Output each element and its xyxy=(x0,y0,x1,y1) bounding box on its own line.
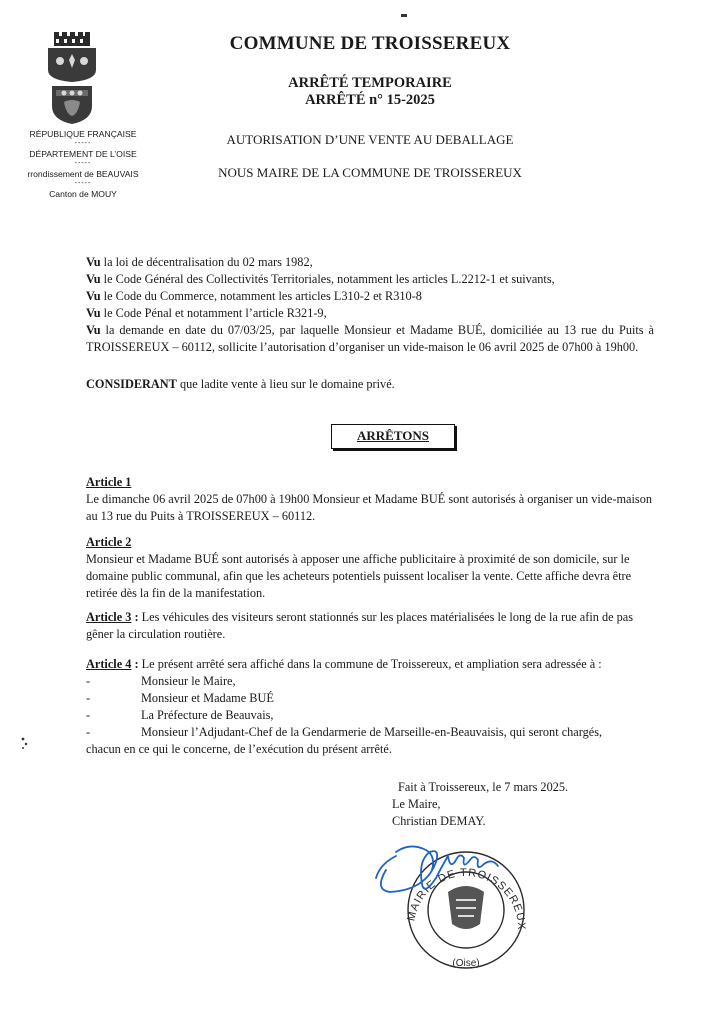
recipient-item xyxy=(86,724,654,741)
recipient-text: Monsieur le Maire, xyxy=(141,674,236,688)
arrete-number: ARRÊTÉ n° 15-2025 xyxy=(305,92,435,108)
vu-text: le Code du Commerce, notamment les articles L310-2 et R310-8 xyxy=(100,289,422,303)
list-dash: - xyxy=(86,725,91,739)
canton-label: Canton de MOUY xyxy=(49,189,117,199)
vu-keyword: Vu xyxy=(86,289,101,303)
vu-clause xyxy=(86,305,654,322)
recipient-item xyxy=(86,707,654,724)
vu-keyword: Vu xyxy=(86,306,101,320)
vu-keyword: Vu xyxy=(86,323,101,337)
signatory-role: Le Maire, xyxy=(392,797,441,811)
vu-clause xyxy=(86,271,654,288)
recipient-text: Monsieur l’Adjudant-Chef de la Gendarmerie de Marseille-en-Beauvaisis, qui seront chargés, xyxy=(141,725,603,739)
coat-of-arms-icon xyxy=(42,30,102,126)
arrete-object: AUTORISATION D’UNE VENTE AU DEBALLAGE xyxy=(226,132,514,147)
republic-label: RÉPUBLIQUE FRANÇAISE xyxy=(29,129,137,139)
considerant-keyword: CONSIDERANT xyxy=(86,377,177,391)
article-separator: : xyxy=(131,610,142,624)
place-date: Fait à Troissereux, le 7 mars 2025. xyxy=(398,780,569,794)
vu-text: le Code Général des Collectivités Territoriales, notamment les articles L.2212-1 et suivants, xyxy=(100,272,555,286)
vu-clause xyxy=(86,288,654,305)
article-1 xyxy=(86,474,654,525)
article-text: Monsieur et Madame BUÉ sont autorisés à apposer une affiche publicitaire à proximité de son domicile, sur le domaine public communal, afin que les acheteurs potentiels puissent localiser la vente. Cette affiche devra être retirée dès la fin de la manifestation. xyxy=(86,552,632,600)
recipient-text: Monsieur et Madame BUÉ xyxy=(141,691,274,705)
vu-keyword: Vu xyxy=(86,255,101,269)
article-separator: : xyxy=(131,657,142,671)
separator: ----- xyxy=(74,180,92,187)
seal-stamp-icon xyxy=(366,830,546,970)
vu-text: la demande en date du 07/03/25, par laquelle Monsieur et Madame BUÉ, domiciliée au 13 rue du Puits à TROISSEREUX – 60112, sollicite l’autorisation d’organiser un vide-maison le 06 avril 2025 de 07h00 à 19h00. xyxy=(86,323,654,354)
vu-text: la loi de décentralisation du 02 mars 1982, xyxy=(100,255,313,269)
administrative-header xyxy=(14,128,152,200)
article-4 xyxy=(86,656,654,758)
separator: ----- xyxy=(74,160,92,167)
recipient-text: La Préfecture de Beauvais, xyxy=(141,708,274,722)
vu-text: le Code Pénal et notamment l’article R321-9, xyxy=(100,306,327,320)
department-label: DÉPARTEMENT DE L’OISE xyxy=(29,149,137,159)
page-title: COMMUNE DE TROISSEREUX xyxy=(229,33,511,54)
arrondissement-label: rrondissement de BEAUVAIS xyxy=(27,169,139,179)
vu-keyword: Vu xyxy=(86,272,101,286)
vu-clauses xyxy=(86,254,654,356)
vu-clause xyxy=(86,322,654,356)
recipient-item xyxy=(86,673,654,690)
article-text: Le dimanche 06 avril 2025 de 07h00 à 19h00 Monsieur et Madame BUÉ sont autorisés à organiser un vide-maison au 13 rue du Puits à TROISSEREUX – 60112. xyxy=(86,492,652,523)
arretons-heading: ARRÊTONS xyxy=(356,428,429,443)
list-dash: - xyxy=(86,674,91,688)
article-2 xyxy=(86,534,654,602)
article-3 xyxy=(86,609,654,643)
article-closing: chacun en ce qui le concerne, de l’exécution du présent arrêté. xyxy=(86,742,392,756)
recipient-item xyxy=(86,690,654,707)
signature-block xyxy=(392,779,612,830)
article-title: Article 4 xyxy=(86,657,132,671)
article-text: Le présent arrêté sera affiché dans la commune de Troissereux, et ampliation sera adressée à : xyxy=(141,657,602,671)
considerant-clause xyxy=(86,376,654,393)
seal-text-bottom: (Oise) xyxy=(452,958,480,969)
seal-text-top: MAIRIE DE TROISSEREUX xyxy=(405,866,528,931)
considerant-text: que ladite vente à lieu sur le domaine privé. xyxy=(176,377,395,391)
scan-speck-icon xyxy=(20,736,30,750)
article-title: Article 3 xyxy=(86,610,132,624)
separator: ----- xyxy=(74,140,92,147)
arrete-type: ARRÊTÉ TEMPORAIRE xyxy=(288,75,452,91)
scan-speck-icon xyxy=(401,14,407,18)
article-title: Article 2 xyxy=(86,535,132,549)
signatory-name: Christian DEMAY. xyxy=(392,814,486,828)
article-text: Les véhicules des visiteurs seront stationnés sur les places matérialisées le long de la rue afin de pas gêner la circulation routière. xyxy=(86,610,634,641)
vu-clause xyxy=(86,254,654,271)
mayor-statement: NOUS MAIRE DE LA COMMUNE DE TROISSEREUX xyxy=(218,165,522,180)
list-dash: - xyxy=(86,691,91,705)
list-dash: - xyxy=(86,708,91,722)
article-title: Article 1 xyxy=(86,475,132,489)
